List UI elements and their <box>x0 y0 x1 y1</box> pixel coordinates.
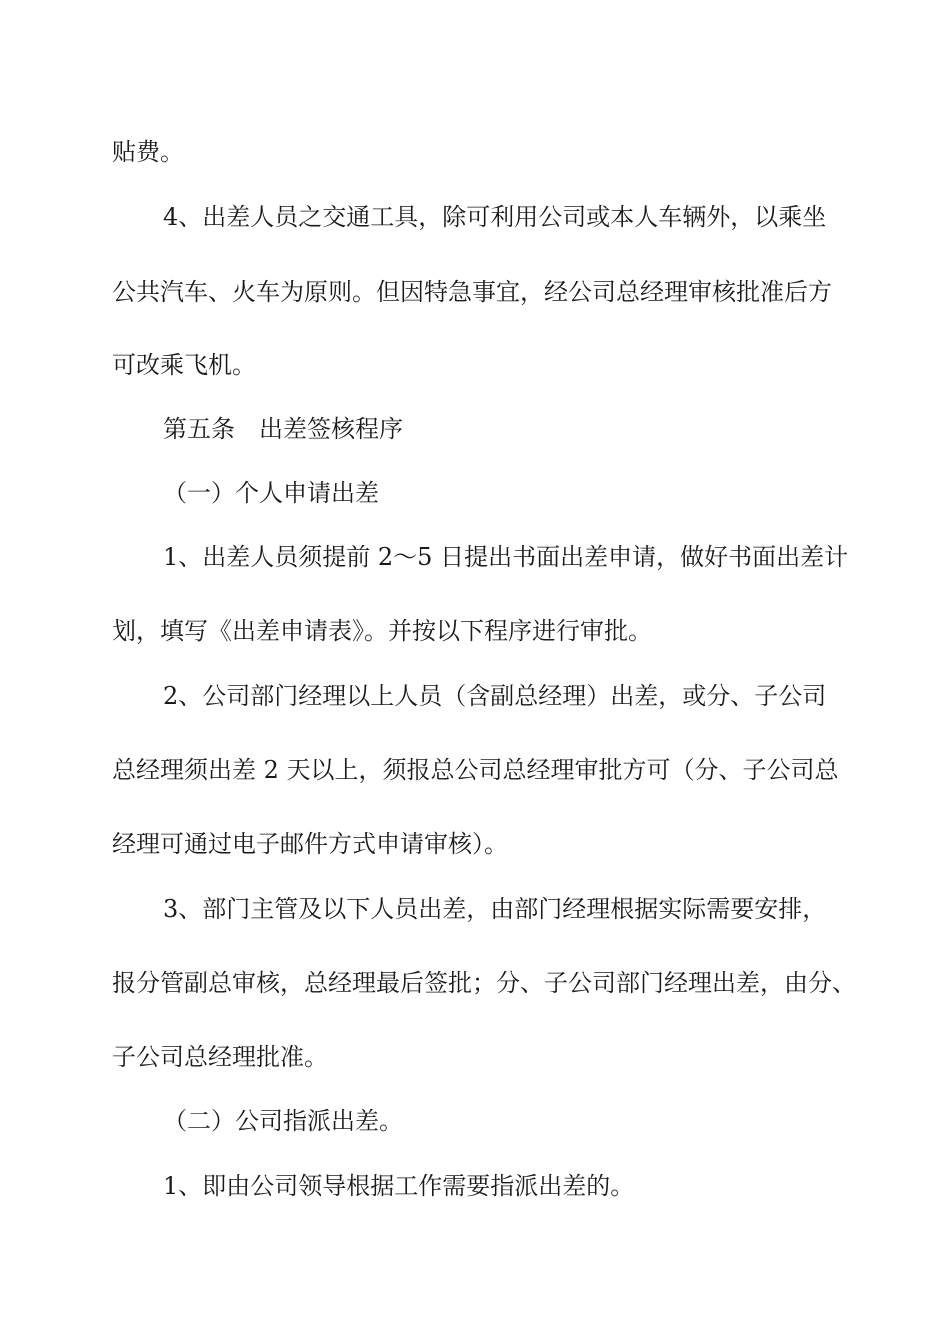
text-line: 总经理须出差 2 天以上，须报总公司总经理审批方可（分、子公司总 <box>112 756 839 784</box>
text-line: 1、即由公司领导根据工作需要指派出差的。 <box>163 1172 635 1200</box>
text-line: 经理可通过电子邮件方式申请审核）。 <box>112 830 508 858</box>
subsection-heading: （二）公司指派出差。 <box>163 1107 403 1135</box>
text-line: 2、公司部门经理以上人员（含副总经理）出差，或分、子公司 <box>163 682 827 710</box>
text-line: 贴费。 <box>112 138 184 166</box>
text-line: 可改乘飞机。 <box>112 351 256 379</box>
text-line: 划，填写《出差申请表》。并按以下程序进行审批。 <box>112 617 652 645</box>
text-line: 报分管副总审核，总经理最后签批；分、子公司部门经理出差，由分、 <box>112 969 856 997</box>
section-heading: 第五条 出差签核程序 <box>163 415 403 443</box>
text-line: 4、出差人员之交通工具，除可利用公司或本人车辆外，以乘坐 <box>163 203 827 231</box>
text-line: 公共汽车、火车为原则。但因特急事宜，经公司总经理审核批准后方 <box>112 278 832 306</box>
text-line: 3、部门主管及以下人员出差，由部门经理根据实际需要安排， <box>163 895 827 923</box>
subsection-heading: （一）个人申请出差 <box>163 479 379 507</box>
text-line: 子公司总经理批准。 <box>112 1043 328 1071</box>
text-line: 1、出差人员须提前 2～5 日提出书面出差申请，做好书面出差计 <box>163 543 849 571</box>
